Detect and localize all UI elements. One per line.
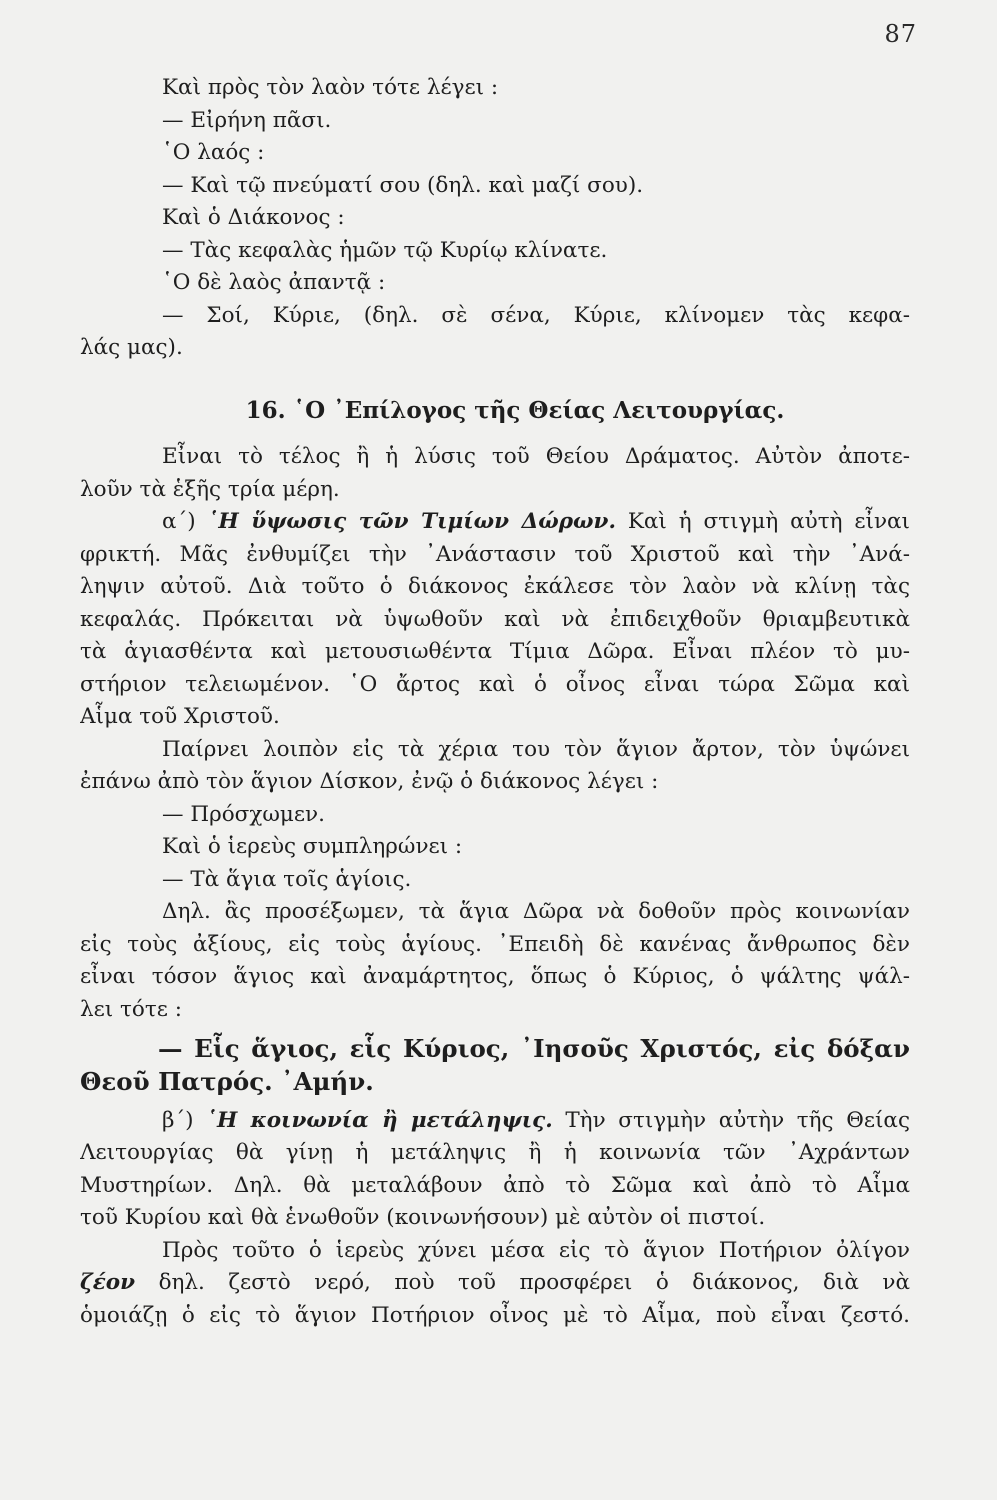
text-line: Καὶ ὁ Διάκονος : xyxy=(162,205,345,230)
text-line: Δηλ. ἂς προσέξωμεν, τὰ ἅγια Δῶρα νὰ δοθοῦν πρὸς κοινωνίαν xyxy=(162,899,910,924)
text-line: λει τότε : xyxy=(80,996,182,1022)
text-line: ῾Ο λαός : xyxy=(162,140,265,165)
subsection-alpha-text: Καὶ ἡ στιγμὴ αὐτὴ εἶναι xyxy=(627,509,910,534)
text-line: Λειτουργίας θὰ γίνῃ ἡ μετάληψις ἢ ἡ κοινωνία τῶν ᾿Αχράντων xyxy=(80,1140,910,1165)
section-heading: 16. ῾Ο ᾿Επίλογος τῆς Θείας Λειτουργίας. xyxy=(245,396,785,424)
text-line: ῾Ο δὲ λαὸς ἀπαντᾷ : xyxy=(162,270,386,295)
text-line: στήριον τελειωμένον. ῾Ο ἄρτος καὶ ὁ οἶνος εἶναι τώρα Σῶμα καὶ xyxy=(80,671,910,697)
subsection-beta-label: β΄) xyxy=(162,1107,194,1133)
text-line: — Σοί, Κύριε, (δηλ. σὲ σένα, Κύριε, κλίνομεν τὰς κεφα- xyxy=(162,302,910,328)
text-segment: δηλ. ζεστὸ νερό, ποὺ τοῦ προσφέρει ὁ διάκονος, διὰ νὰ xyxy=(158,1270,910,1295)
text-line: τοῦ Κυρίου καὶ θὰ ἑνωθοῦν (κοινωνήσουν) μὲ αὐτὸν οἱ πιστοί. xyxy=(80,1205,766,1230)
subsection-beta-line xyxy=(80,1105,910,1138)
text-line: κεφαλάς. Πρόκειται νὰ ὑψωθοῦν καὶ νὰ ἐπιδειχθοῦν θριαμβευτικὰ xyxy=(80,606,910,632)
subsection-alpha-title: ῾Η ὕψωσις τῶν Τιμίων Δώρων. xyxy=(207,509,616,534)
text-line: — Καὶ τῷ πνεύματί σου (δηλ. καὶ μαζί σου). xyxy=(162,172,644,198)
subsection-alpha-label: α΄) xyxy=(162,509,196,534)
doxology-line: — Εἷς ἅγιος, εἷς Κύριος, ᾿Ιησοῦς Χριστός, εἰς δόξαν xyxy=(158,1034,910,1063)
text-line xyxy=(80,1267,910,1300)
text-line: λοῦν τὰ ἑξῆς τρία μέρη. xyxy=(80,476,340,502)
page-number: 87 xyxy=(884,20,917,48)
text-line: Μυστηρίων. Δηλ. θὰ μεταλάβουν ἀπὸ τὸ Σῶμα καὶ ἀπὸ τὸ Αἷμα xyxy=(80,1172,910,1198)
text-line: τὰ ἁγιασθέντα καὶ μετουσιωθέντα Τίμια Δῶρα. Εἶναι πλέον τὸ μυ- xyxy=(80,639,910,664)
text-line: Παίρνει λοιπὸν εἰς τὰ χέρια του τὸν ἅγιον ἄρτον, τὸν ὑψώνει xyxy=(162,736,910,762)
text-line: Καὶ πρὸς τὸν λαὸν τότε λέγει : xyxy=(162,75,499,100)
text-line: λάς μας). xyxy=(80,335,183,360)
doxology-line: Θεοῦ Πατρός. ᾿Αμήν. xyxy=(80,1066,374,1096)
text-line: εἰς τοὺς ἀξίους, εἰς τοὺς ἁγίους. ᾿Επειδὴ δὲ κανένας ἄνθρωπος δὲν xyxy=(80,931,910,957)
subsection-beta-title: ῾Η κοινωνία ἢ μετάληψις. xyxy=(206,1107,553,1133)
text-line: — Πρόσχωμεν. xyxy=(162,801,325,827)
text-line: Καὶ ὁ ἱερεὺς συμπληρώνει : xyxy=(162,834,463,859)
text-line: Πρὸς τοῦτο ὁ ἱερεὺς χύνει μέσα εἰς τὸ ἅγιον Ποτήριον ὀλίγον xyxy=(162,1237,910,1263)
subsection-alpha-line xyxy=(80,506,910,539)
text-line: Αἷμα τοῦ Χριστοῦ. xyxy=(80,704,280,729)
text-line: ἐπάνω ἀπὸ τὸν ἅγιον Δίσκον, ἐνῷ ὁ διάκονος λέγει : xyxy=(80,769,659,794)
text-line: εἶναι τόσον ἅγιος καὶ ἀναμάρτητος, ὅπως ὁ Κύριος, ὁ ψάλτης ψάλ- xyxy=(80,964,910,989)
text-line: — Εἰρήνη πᾶσι. xyxy=(162,107,332,133)
subsection-beta-text: Τὴν στιγμὴν αὐτὴν τῆς Θείας xyxy=(565,1107,910,1133)
text-line: — Τὰς κεφαλὰς ἡμῶν τῷ Κυρίῳ κλίνατε. xyxy=(162,237,608,263)
page-body xyxy=(80,72,910,1332)
text-line: Εἶναι τὸ τέλος ἢ ἡ λύσις τοῦ Θείου Δράματος. Αὐτὸν ἀποτε- xyxy=(162,444,910,469)
text-line: ὁμοιάζῃ ὁ εἰς τὸ ἅγιον Ποτήριον οἶνος μὲ τὸ Αἷμα, ποὺ εἶναι ζεστό. xyxy=(80,1302,910,1328)
text-line: — Τὰ ἅγια τοῖς ἁγίοις. xyxy=(162,866,412,892)
emphasized-word: ζέον xyxy=(80,1270,136,1295)
text-line: ληψιν αὐτοῦ. Διὰ τοῦτο ὁ διάκονος ἐκάλεσε τὸν λαὸν νὰ κλίνῃ τὰς xyxy=(80,574,910,599)
text-line: φρικτή. Μᾶς ἐνθυμίζει τὴν ᾿Ανάστασιν τοῦ Χριστοῦ καὶ τὴν ᾿Ανά- xyxy=(80,541,910,567)
